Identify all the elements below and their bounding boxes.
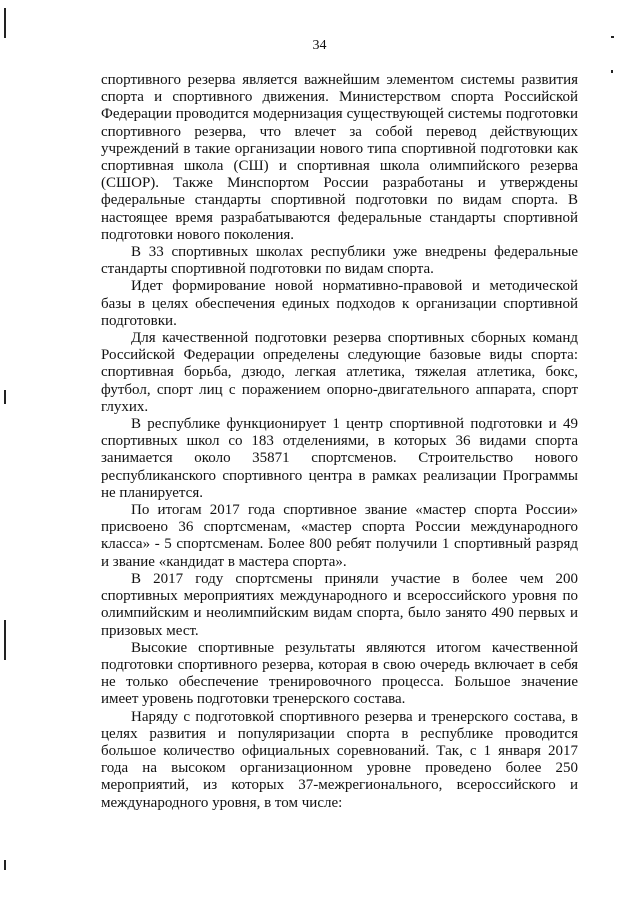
- paragraph: спортивного резерва является важнейшим элементом системы развития спорта и спортивного движения. Министерством спорта Российской Федерации проводится модернизация существующей системы подготовки спортивного резерва, что влечет за собой перевод действующих учреждений в такие организации нового типа спортивной подготовки как спортивная школа (СШ) и спортивная школа олимпийского резерва (СШОР). Также Минспортом России разработаны и утверждены федеральные стандарты спортивной подготовки по видам спорта. В настоящее время разрабатываются федеральные стандарты спортивной подготовки нового поколения.: [101, 72, 578, 243]
- page-number: 34: [312, 38, 327, 53]
- scan-edge-mark: [4, 8, 6, 38]
- paragraph: В 2017 году спортсмены приняли участие в более чем 200 спортивных мероприятиях международного и всероссийского уровня по олимпийским и неолимпийским видам спорта, было занято 490 первых и призовых мест.: [101, 570, 578, 639]
- paragraph: Для качественной подготовки резерва спортивных сборных команд Российской Федерации определены следующие базовые виды спорта: спортивная борьба, дзюдо, легкая атлетика, тяжелая атлетика, бокс, футбол, спорт лиц с поражением опорно-двигательного аппарата, спорт глухих.: [101, 330, 578, 415]
- paragraph: В республике функционирует 1 центр спортивной подготовки и 49 спортивных школ со 183 отделениями, в которых 36 видами спорта занимается около 35871 спортсменов. Строительство нового республиканского спортивного центра в рамках реализации Программы не планируется.: [101, 416, 578, 501]
- scan-edge-mark: [4, 860, 6, 870]
- paragraph: Высокие спортивные результаты являются итогом качественной подготовки спортивного резерва, которая в свою очередь включает в себя не только обеспечение тренировочного процесса. Большое значение имеет уровень подготовки тренерского состава.: [101, 639, 578, 708]
- scan-edge-mark: [4, 620, 6, 660]
- scan-edge-mark: [4, 390, 6, 404]
- paragraph: По итогам 2017 года спортивное звание «мастер спорта России» присвоено 36 спортсменам, «мастер спорта России международного класса» - 5 спортсменам. Более 800 ребят получили 1 спортивный разряд и звание «кандидат в мастера спорта».: [101, 502, 578, 570]
- paragraph: В 33 спортивных школах республики уже внедрены федеральные стандарты спортивной подготовки по видам спорта.: [101, 244, 578, 278]
- paragraph: Идет формирование новой нормативно-правовой и методической базы в целях обеспечения единых подходов к организации спортивной подготовки.: [101, 278, 578, 329]
- body-text: [101, 72, 578, 812]
- paragraph: Наряду с подготовкой спортивного резерва и тренерского состава, в целях развития и популяризации спорта в республике проводится большое количество официальных соревнований. Так, с 1 января 2017 года на высоком организационном уровне проведено более 250 мероприятий, из которых 37-межрегионального, всероссийского и международного уровня, в том числе:: [101, 708, 578, 811]
- scan-dot: [611, 70, 613, 73]
